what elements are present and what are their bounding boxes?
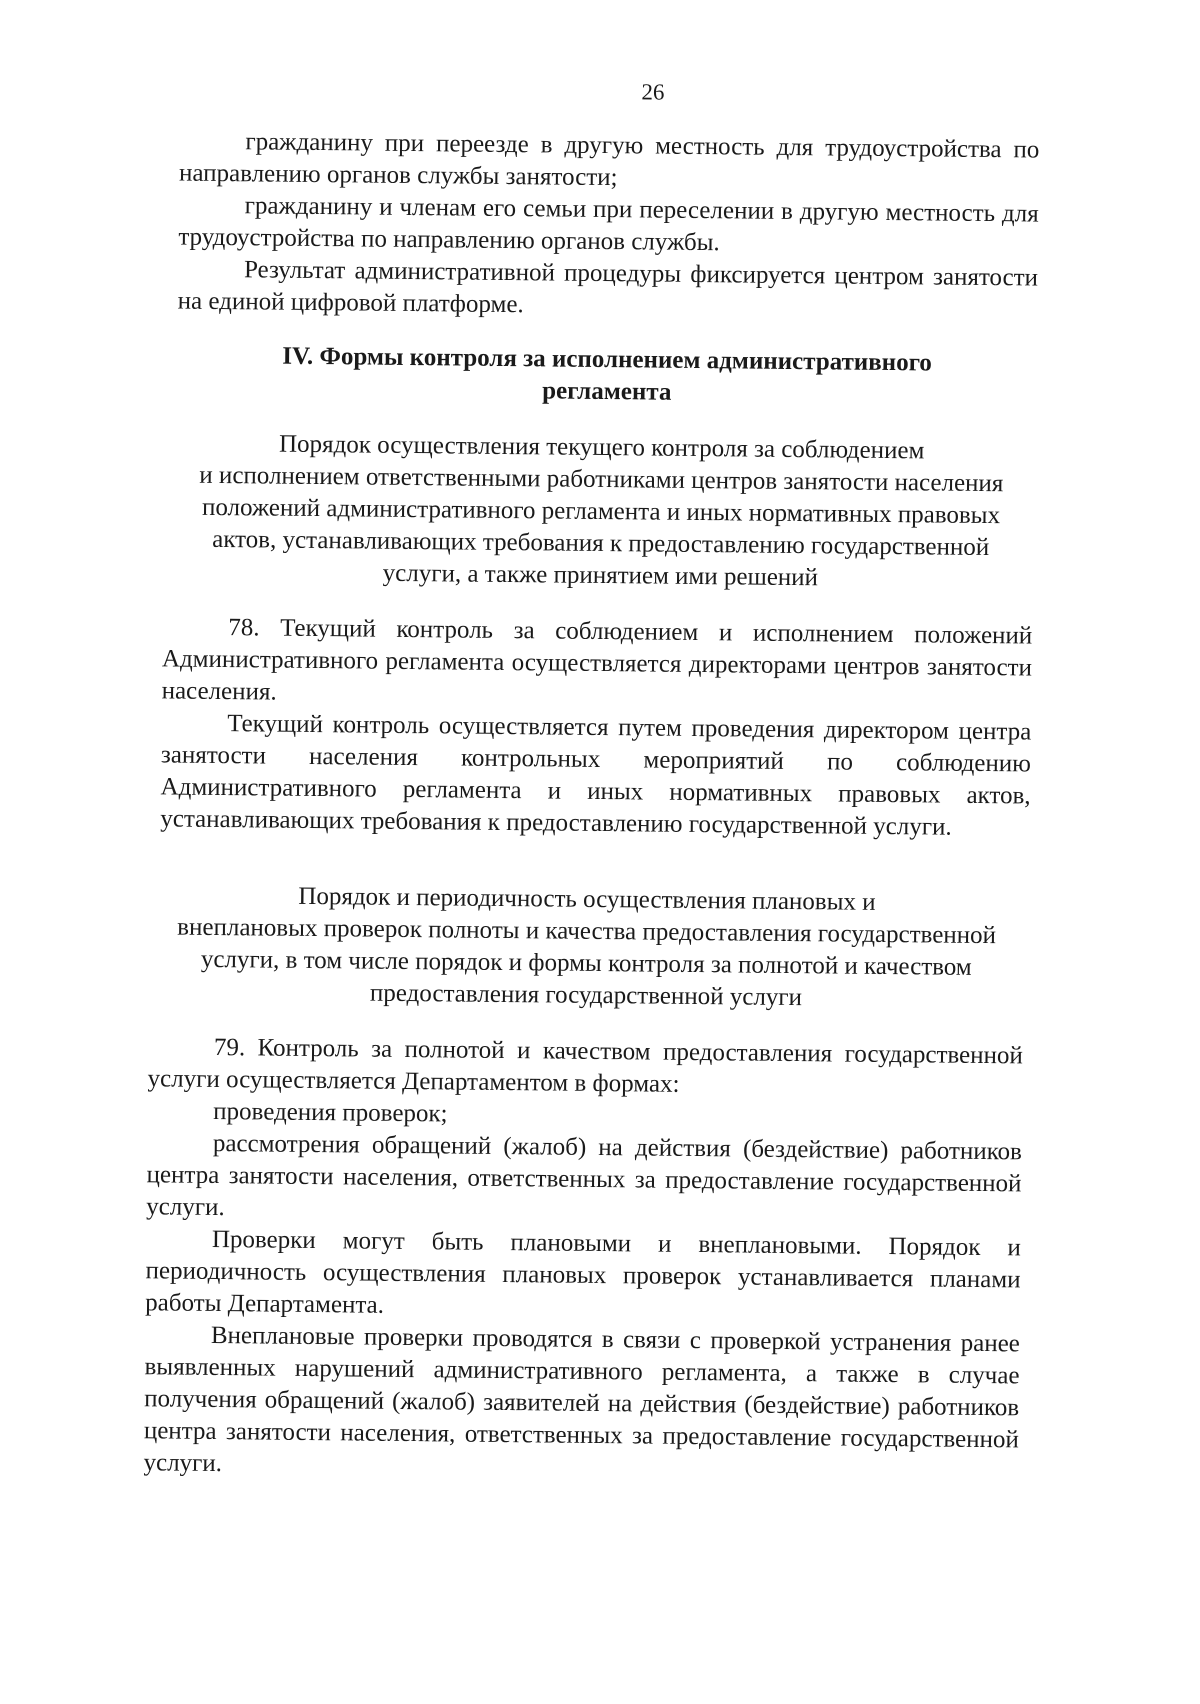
- section-heading-line: IV. Формы контроля за исполнением административного: [282, 342, 933, 377]
- subsection-heading-line: услуги, а также принятием ими решений: [382, 559, 819, 592]
- subsection-heading-line: внеплановых проверок полноты и качества предоставления государственной: [177, 913, 997, 950]
- clause-79-block: [143, 1031, 1023, 1488]
- subsection-heading-line: Порядок и периодичность осуществления плановых и: [298, 882, 876, 916]
- paragraph: проведения проверок;: [213, 1097, 448, 1128]
- page-number: 26: [641, 79, 665, 105]
- subsection-heading-line: актов, устанавливающих требования к предоставлению государственной: [212, 525, 990, 562]
- paragraph: рассмотрения обращений (жалоб) на действия (бездействие) работников центра занятости населения, ответственных за предоставление государственной услуги.: [146, 1129, 1023, 1222]
- subsection-heading-line: предоставления государственной услуги: [369, 979, 803, 1012]
- paragraph: Текущий контроль осуществляется путем проведения директором центра занятости населения контрольных мероприятий по соблюдению Административного регламента и иных нормативных правовых актов, устанавливающих требования к предоставлению государственной услуги.: [160, 710, 1032, 841]
- subsection-heading-line: Порядок осуществления текущего контроля за соблюдением: [278, 430, 925, 465]
- paragraph: 79. Контроль за полнотой и качеством предоставления государственной услуги осуществляется Департаментом в формах:: [147, 1033, 1024, 1098]
- paragraph: гражданину при переезде в другую местность для трудоустройства по направлению органов службы занятости;: [178, 128, 1040, 192]
- paragraph: Проверки могут быть плановыми и внеплановыми. Порядок и периодичность осуществления плановых проверок устанавливается планами работы Департамента.: [145, 1225, 1021, 1319]
- paragraph: гражданину и членам его семьи при переселении в другую местность для трудоустройства по направлению органов службы.: [178, 192, 1039, 257]
- clause-78-block: [160, 611, 1032, 844]
- paragraph: Внеплановые проверки проводятся в связи с проверкой устранения ранее выявленных нарушений административного регламента, а также в случае получения обращений (жалоб) заявителей на действия (бездействие) работников центра занятости населения, ответственных за предоставление государственной услуги.: [143, 1321, 1020, 1478]
- subsection-heading-line: услуги, в том числе порядок и формы контроля за полнотой и качеством: [200, 945, 972, 981]
- subsection-heading-inspections: [148, 879, 1024, 1016]
- paragraph: 78. Текущий контроль за соблюдением и исполнением положений Административного регламента осуществляется директорами центров занятости населения.: [161, 614, 1033, 706]
- section-heading-line: регламента: [542, 377, 672, 406]
- intro-block: [178, 126, 1040, 327]
- subsection-heading-line: положений административного регламента и иных нормативных правовых: [201, 493, 1001, 530]
- section-heading: [177, 340, 1038, 413]
- paragraph: Результат административной процедуры фиксируется центром занятости на единой цифровой платформе.: [177, 256, 1039, 319]
- subsection-heading-current-control: [163, 427, 1040, 596]
- subsection-heading-line: и исполнением ответственными работниками центров занятости населения: [199, 461, 1004, 498]
